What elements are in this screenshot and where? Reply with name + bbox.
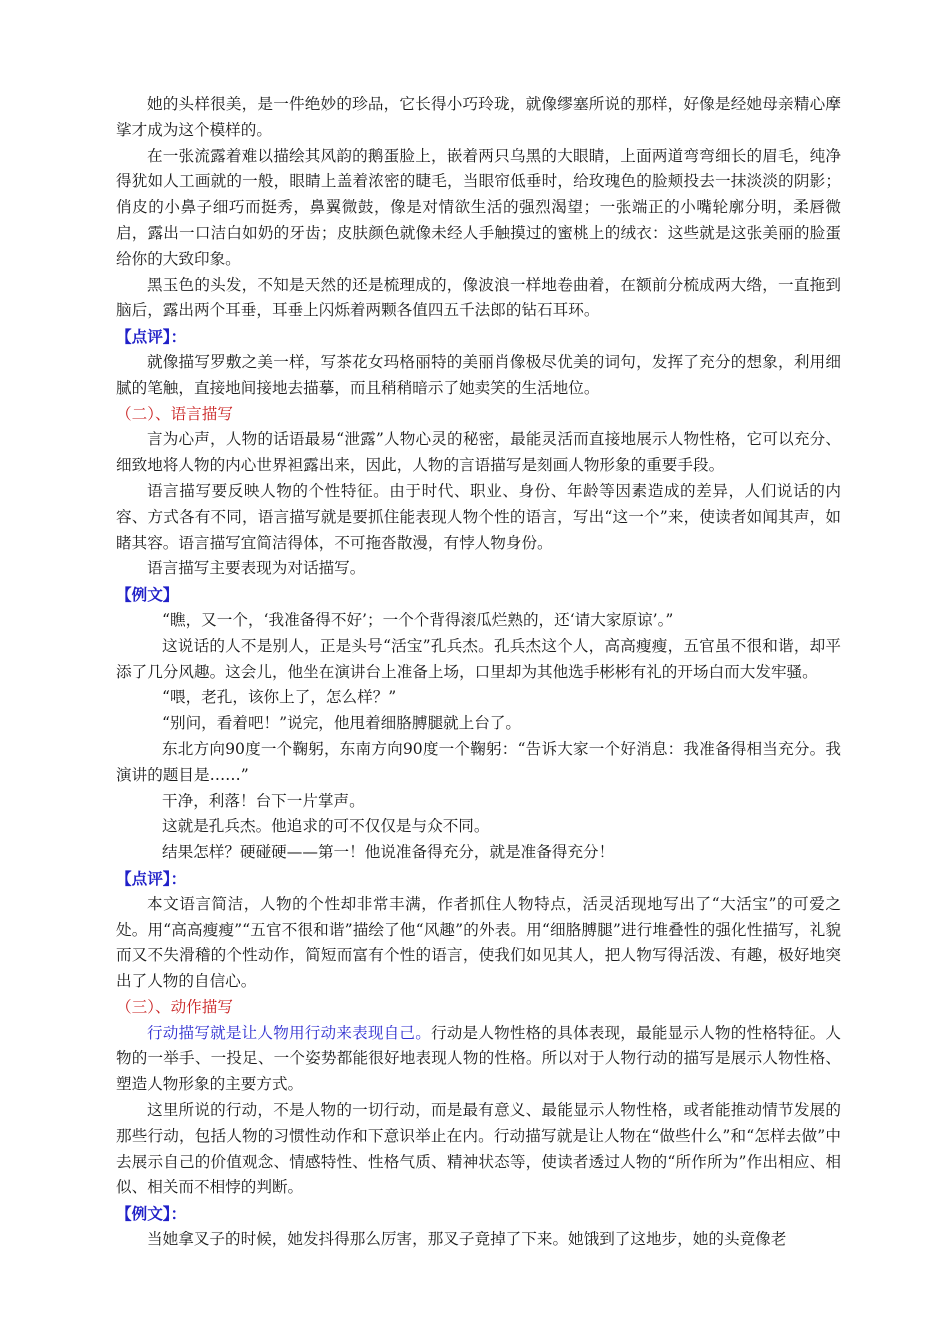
comment-paragraph: 本文语言简洁，人物的个性却非常丰满，作者抓住人物特点，活灵活现地写出了“大活宝”的可爱之处。用“高高瘦瘦”“五官不很和谐”描绘了他“风趣”的外表。用“细胳膊腿”进行堆叠性的强化性描写，礼貌而又不失滑稽的个性动作，简短而富有个性的语言，使我们如见其人，把人物写得活泼、有趣，极好地突出了人物的自信心。 xyxy=(116,894,841,991)
example-paragraph: 东北方向90度一个鞠躬，东南方向90度一个鞠躬：“告诉大家一个好消息：我准备得相当充分。我演讲的题目是……” xyxy=(116,739,841,784)
example-paragraph: 干净，利落！台下一片掌声。 xyxy=(162,791,365,810)
body-paragraph: 这里所说的行动，不是人物的一切行动，而是最有意义、最能显示人物性格，或者能推动情节发展的那些行动，包括人物的习惯性动作和下意识举止在内。行动描写就是让人物在“做些什么”和“怎样去做”中去展示自己的价值观念、情感特性、性格气质、精神状态等，使读者透过人物的“所作所为”作出相应、相似、相关而不相悖的判断。 xyxy=(116,1101,841,1197)
comment-label: 【点评】： xyxy=(116,868,187,888)
highlighted-sentence: 行动描写就是让人物用行动来表现自己。 xyxy=(147,1023,431,1042)
example-paragraph: 结果怎样？硬碰硬——第一！他说准备得充分，就是准备得充分！ xyxy=(162,843,615,862)
portrait-paragraph: 黑玉色的头发，不知是天然的还是梳理成的，像波浪一样地卷曲着，在额前分梳成两大绺，一直拖到脑后，露出两个耳垂，耳垂上闪烁着两颗各值四五千法郎的钻石耳环。 xyxy=(116,275,841,320)
comment-label: 【点评】： xyxy=(116,327,187,347)
document-body xyxy=(116,92,841,1253)
example-paragraph: 这就是孔兵杰。他追求的可不仅仅是与众不同。 xyxy=(162,817,490,836)
example-paragraph: “别问，看着吧！”说完，他甩着细胳膊腿就上台了。 xyxy=(162,714,522,733)
example-label: 【例文】 xyxy=(116,585,179,605)
example-paragraph: “瞧，又一个，‘我准备得不好’；一个个背得滚瓜烂熟的，还‘请大家原谅’。” xyxy=(162,610,674,629)
body-paragraph: 言为心声，人物的话语最易“泄露”人物心灵的秘密，最能灵活而直接地展示人物性格，它可以充分、细致地将人物的内心世界袒露出来，因此，人物的言语描写是刻画人物形象的重要手段。 xyxy=(116,430,841,475)
body-paragraph: 语言描写主要表现为对话描写。 xyxy=(147,559,366,578)
section-heading: （二）、语言描写 xyxy=(116,404,233,423)
body-text: 行动是人物性格的具体表现，最能显示人物的性格特征。人物的一举手、一投足、一个姿势都能很好地表现人物的性格。所以对于人物行动的描写是展示人物性格、塑造人物形象的主要方式。 xyxy=(116,1023,841,1094)
body-paragraph: 语言描写要反映人物的个性特征。由于时代、职业、身份、年龄等因素造成的差异，人们说话的内容、方式各有不同，语言描写就是要抓住能表现人物个性的语言，写出“这一个”来，使读者如闻其声，如睹其容。语言描写宜简洁得体，不可拖沓散漫，有悖人物身份。 xyxy=(116,481,841,552)
example-paragraph: 当她拿叉子的时候，她发抖得那么厉害，那叉子竟掉了下来。她饿到了这地步，她的头竟像老 xyxy=(147,1230,787,1249)
section-heading: （三）、动作描写 xyxy=(116,997,233,1016)
example-paragraph: 这说话的人不是别人，正是头号“活宝”孔兵杰。孔兵杰这个人，高高瘦瘦，五官虽不很和谐，却平添了几分风趣。这会儿，他坐在演讲台上准备上场，口里却为其他选手彬彬有礼的开场白而大发牢骚。 xyxy=(116,636,841,681)
portrait-paragraph: 她的头样很美，是一件绝妙的珍品，它长得小巧玲珑，就像缪塞所说的那样，好像是经她母亲精心摩挲才成为这个模样的。 xyxy=(116,95,841,139)
example-paragraph: “喂，老孔，该你上了，怎么样？” xyxy=(162,688,397,707)
body-paragraph xyxy=(116,1021,841,1098)
portrait-paragraph: 在一张流露着难以描绘其风韵的鹅蛋脸上，嵌着两只乌黑的大眼睛，上面两道弯弯细长的眉毛，纯净得犹如人工画就的一般，眼睛上盖着浓密的睫毛，当眼帘低垂时，给玫瑰色的脸颊投去一抹淡淡的阴影；俏皮的小鼻子细巧而挺秀，鼻翼微鼓，像是对情欲生活的强烈渴望；一张端正的小嘴轮廓分明，柔唇微启，露出一口洁白如奶的牙齿；皮肤颜色就像未经人手触摸过的蜜桃上的绒衣：这些就是这张美丽的脸蛋给你的大致印象。 xyxy=(116,146,841,268)
example-label: 【例文】： xyxy=(116,1204,187,1224)
comment-paragraph: 就像描写罗敷之美一样，写茶花女玛格丽特的美丽肖像极尽优美的词句，发挥了充分的想象，利用细腻的笔触，直接地间接地去描摹，而且稍稍暗示了她卖笑的生活地位。 xyxy=(116,352,841,397)
